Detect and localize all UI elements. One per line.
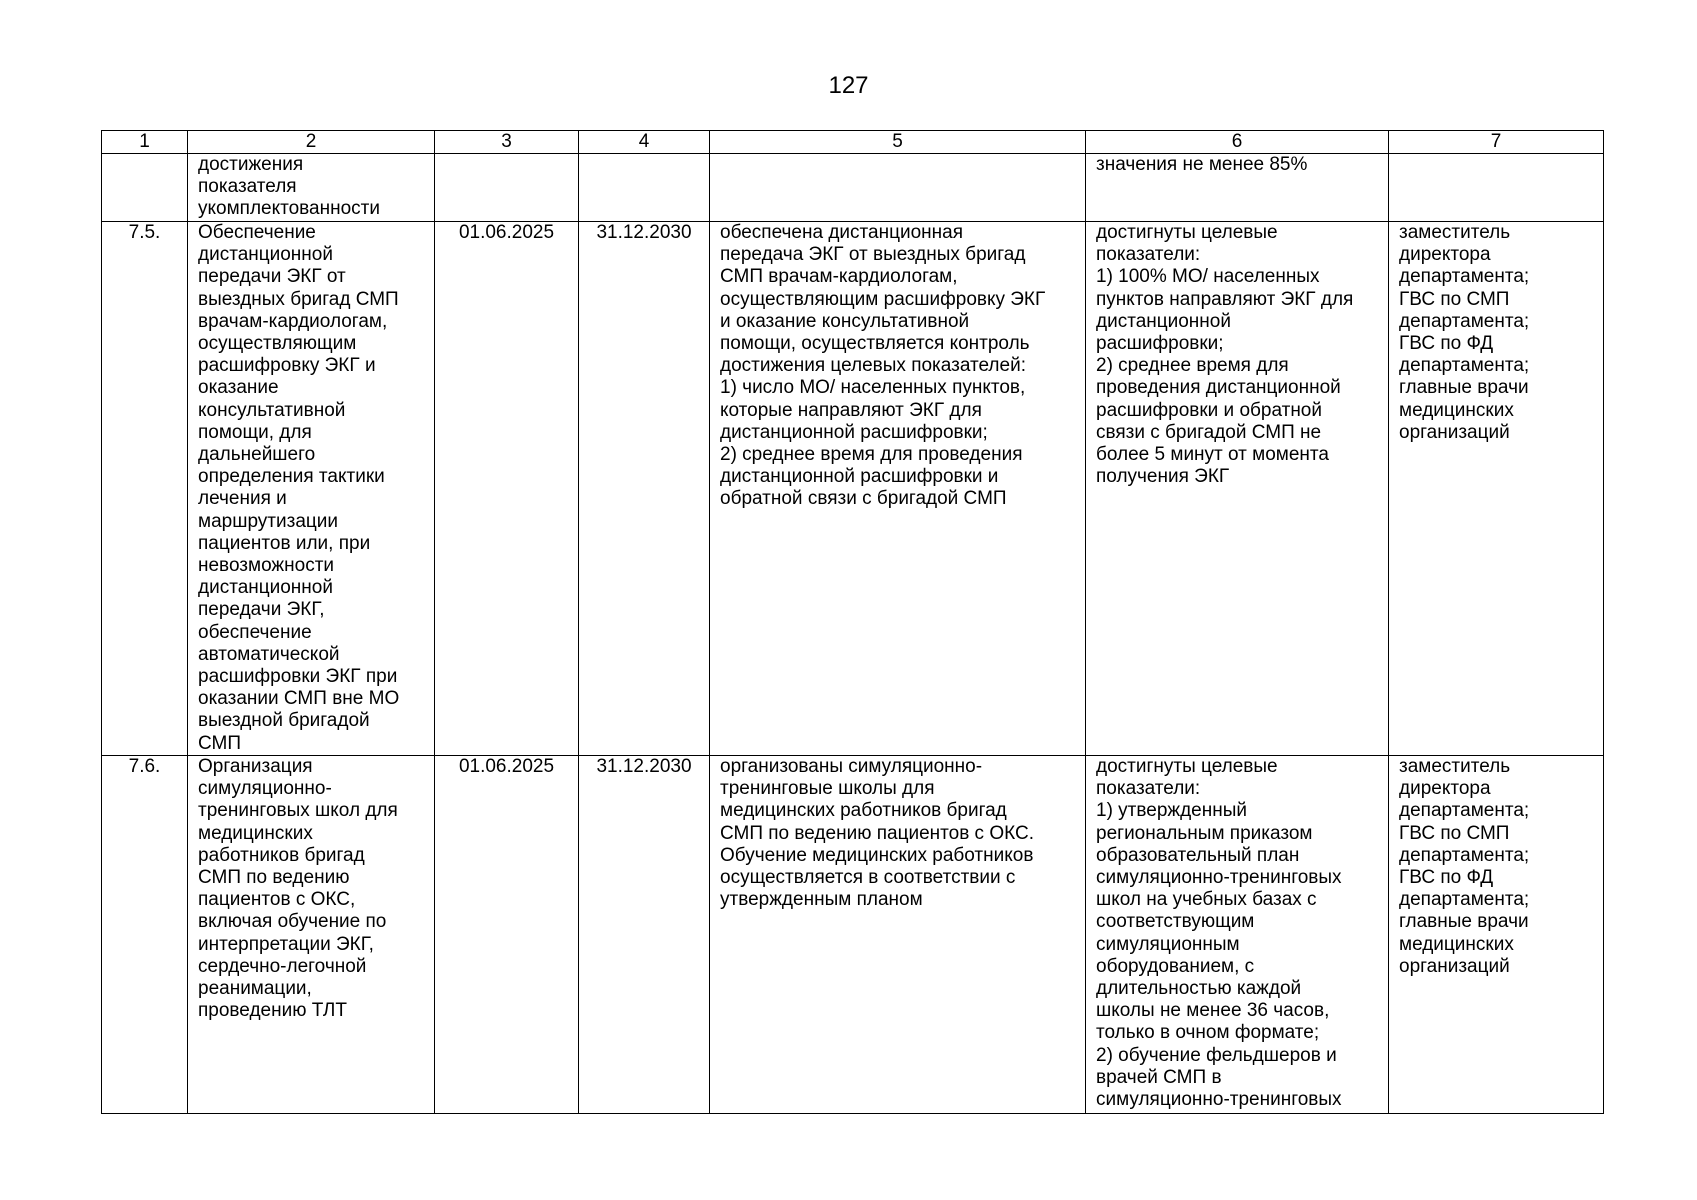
cell-responsible: заместитель директора департамента; ГВС по СМП департамента; ГВС по ФД департамента; главные врачи медицинских организаций bbox=[1389, 756, 1604, 1114]
cell-result: обеспечена дистанционная передача ЭКГ от выездных бригад СМП врачам-кардиологам, осуществляющим расшифровку ЭКГ и оказание консультативной помощи, осуществляется контроль достижения целевых показателей: 1) число МО/ населенных пунктов, которые направляют ЭКГ для дистанционной расшифровки; 2) среднее время для проведения дистанционной расшифровки и обратной связи с бригадой СМП bbox=[710, 222, 1086, 756]
cell-end-date bbox=[579, 154, 710, 222]
cell-responsible: заместитель директора департамента; ГВС по СМП департамента; ГВС по ФД департамента; главные врачи медицинских организаций bbox=[1389, 222, 1604, 756]
cell-event: Обеспечение дистанционной передачи ЭКГ от выездных бригад СМП врачам-кардиологам, осуществляющим расшифровку ЭКГ и оказание консультативной помощи, для дальнейшего определения тактики лечения и маршрутизации пациентов или, при невозможности дистанционной передачи ЭКГ, обеспечение автоматической расшифровки ЭКГ при оказании СМП вне МО выездной бригадой СМП bbox=[188, 222, 435, 756]
column-header: 4 bbox=[579, 131, 710, 154]
column-header: 2 bbox=[188, 131, 435, 154]
header-row bbox=[102, 131, 1604, 154]
cell-number: 7.5. bbox=[102, 222, 188, 756]
table-row-7-5 bbox=[102, 222, 1604, 756]
cell-event: Организация симуляционно- тренинговых школ для медицинских работников бригад СМП по ведению пациентов с ОКС, включая обучение по интерпретации ЭКГ, сердечно-легочной реанимации, проведению ТЛТ bbox=[188, 756, 435, 1114]
column-header: 3 bbox=[435, 131, 579, 154]
cell-number bbox=[102, 154, 188, 222]
column-header: 1 bbox=[102, 131, 188, 154]
table-row-continuation bbox=[102, 154, 1604, 222]
column-header: 7 bbox=[1389, 131, 1604, 154]
cell-event: достижения показателя укомплектованности bbox=[188, 154, 435, 222]
cell-start-date bbox=[435, 154, 579, 222]
cell-indicator: значения не менее 85% bbox=[1086, 154, 1389, 222]
cell-result: организованы симуляционно- тренинговые школы для медицинских работников бригад СМП по ведению пациентов с ОКС. Обучение медицинских работников осуществляется в соответствии с утвержденным планом bbox=[710, 756, 1086, 1114]
plan-table bbox=[101, 130, 1604, 1114]
cell-start-date: 01.06.2025 bbox=[435, 756, 579, 1114]
page-number: 127 bbox=[828, 72, 869, 99]
cell-number: 7.6. bbox=[102, 756, 188, 1114]
table-row-7-6 bbox=[102, 756, 1604, 1114]
cell-start-date: 01.06.2025 bbox=[435, 222, 579, 756]
cell-end-date: 31.12.2030 bbox=[579, 222, 710, 756]
cell-indicator: достигнуты целевые показатели: 1) 100% МО/ населенных пунктов направляют ЭКГ для дистанционной расшифровки; 2) среднее время для проведения дистанционной расшифровки и обратной связи с бригадой СМП не более 5 минут от момента получения ЭКГ bbox=[1086, 222, 1389, 756]
column-header: 6 bbox=[1086, 131, 1389, 154]
cell-responsible bbox=[1389, 154, 1604, 222]
column-header: 5 bbox=[710, 131, 1086, 154]
cell-end-date: 31.12.2030 bbox=[579, 756, 710, 1114]
cell-result bbox=[710, 154, 1086, 222]
cell-indicator: достигнуты целевые показатели: 1) утвержденный региональным приказом образовательный план симуляционно-тренинговых школ на учебных базах с соответствующим симуляционным оборудованием, с длительностью каждой школы не менее 36 часов, только в очном формате; 2) обучение фельдшеров и врачей СМП в симуляционно-тренинговых bbox=[1086, 756, 1389, 1114]
